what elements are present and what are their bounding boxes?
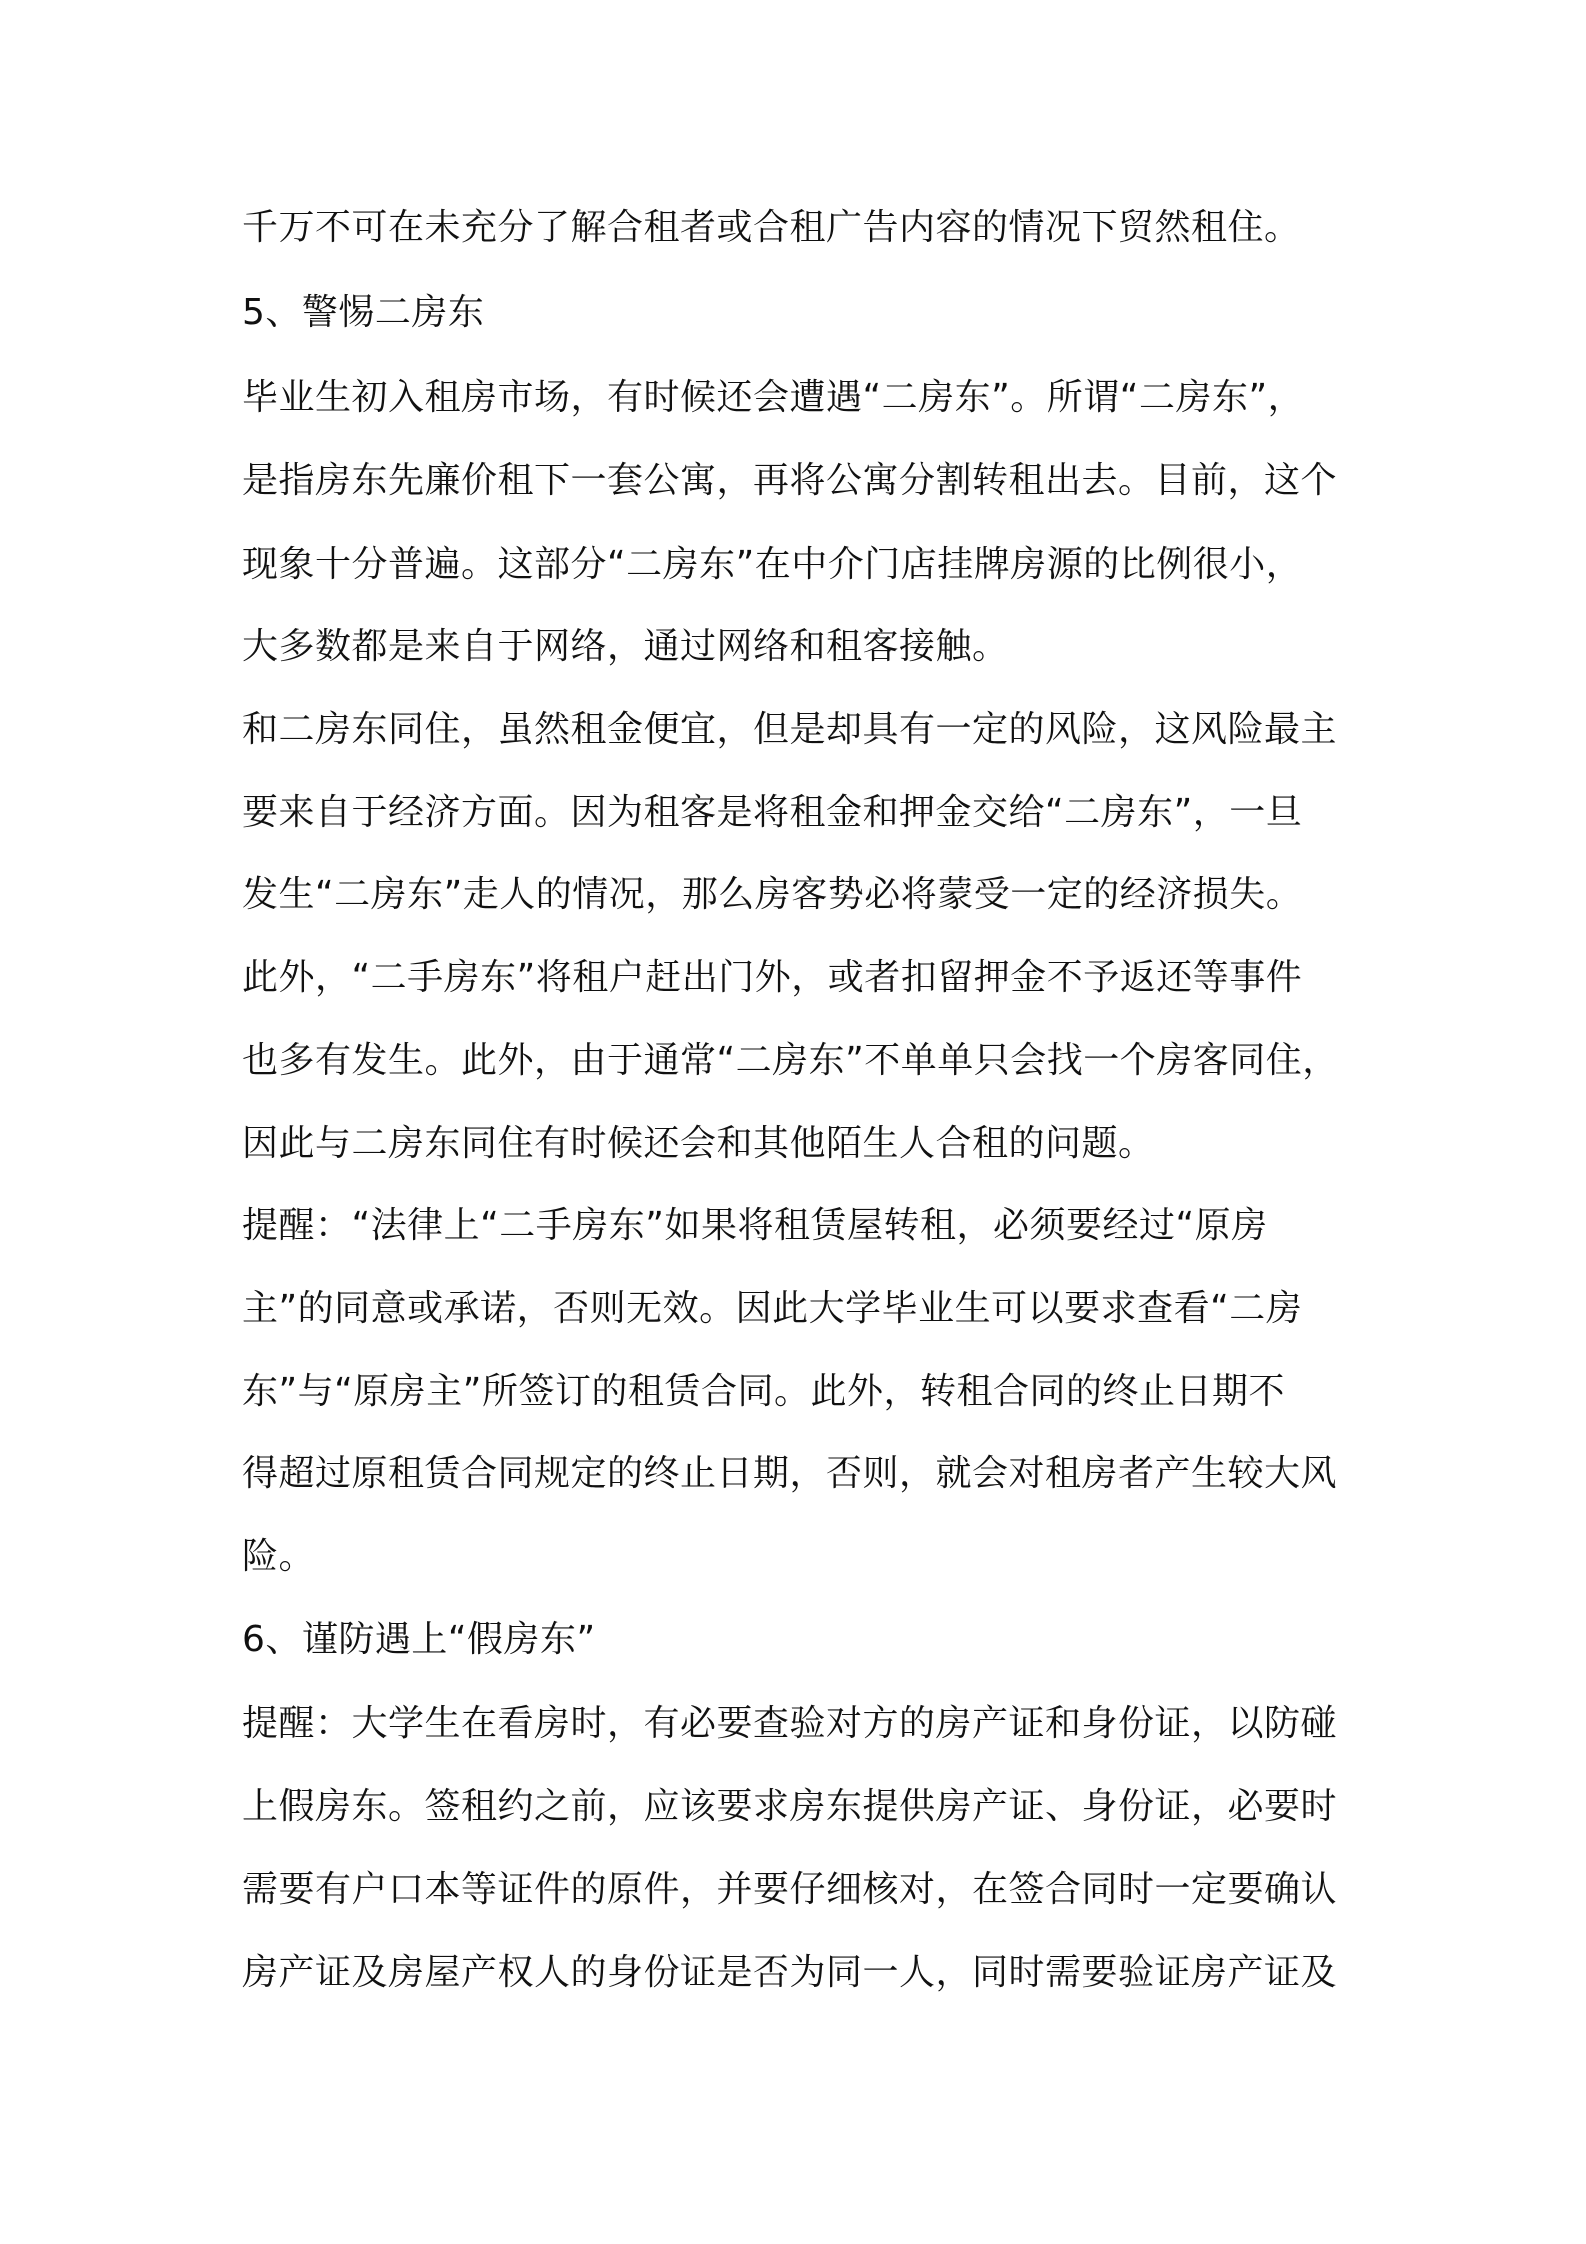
text-line: 因此与二房东同住有时候还会和其他陌生人合租的问题。 bbox=[242, 1123, 1155, 1164]
text-line: 提醒：“法律上“二手房东”如果将租赁屋转租，必须要经过“原房 bbox=[242, 1205, 1268, 1246]
text-line: 需要有户口本等证件的原件，并要仔细核对，在签合同时一定要确认 bbox=[242, 1869, 1338, 1910]
text-line: 上假房东。签租约之前，应该要求房东提供房产证、身份证，必要时 bbox=[242, 1786, 1338, 1827]
text-line: 险。 bbox=[242, 1536, 316, 1577]
text-line: 要来自于经济方面。因为租客是将租金和押金交给“二房东”，一旦 bbox=[242, 792, 1303, 833]
text-line: 发生“二房东”走人的情况，那么房客势必将蒙受一定的经济损失。 bbox=[242, 874, 1303, 915]
section-heading: 5、警惕二房东 bbox=[242, 292, 485, 333]
text-line: 也多有发生。此外，由于通常“二房东”不单单只会找一个房客同住， bbox=[242, 1040, 1339, 1081]
text-line: 千万不可在未充分了解合租者或合租广告内容的情况下贸然租住。 bbox=[242, 207, 1301, 248]
text-line: 提醒：大学生在看房时，有必要查验对方的房产证和身份证，以防碰 bbox=[242, 1703, 1338, 1744]
text-line: 现象十分普遍。这部分“二房东”在中介门店挂牌房源的比例很小， bbox=[242, 544, 1303, 585]
section-heading: 6、谨防遇上“假房东” bbox=[242, 1619, 596, 1660]
text-line: 大多数都是来自于网络，通过网络和租客接触。 bbox=[242, 626, 1009, 667]
text-line: 东”与“原房主”所签订的租赁合同。此外，转租合同的终止日期不 bbox=[242, 1371, 1285, 1412]
text-line: 毕业生初入租房市场，有时候还会遭遇“二房东”。所谓“二房东”， bbox=[242, 377, 1305, 418]
text-line: 房产证及房屋产权人的身份证是否为同一人，同时需要验证房产证及 bbox=[242, 1952, 1338, 1993]
text-line: 此外，“二手房东”将租户赶出门外，或者扣留押金不予返还等事件 bbox=[242, 957, 1303, 998]
text-line: 是指房东先廉价租下一套公寓，再将公寓分割转租出去。目前，这个 bbox=[242, 460, 1338, 501]
text-line: 和二房东同住，虽然租金便宜，但是却具有一定的风险，这风险最主 bbox=[242, 709, 1338, 750]
text-line: 得超过原租赁合同规定的终止日期，否则，就会对租房者产生较大风 bbox=[242, 1453, 1338, 1494]
text-line: 主”的同意或承诺，否则无效。因此大学毕业生可以要求查看“二房 bbox=[242, 1288, 1303, 1329]
